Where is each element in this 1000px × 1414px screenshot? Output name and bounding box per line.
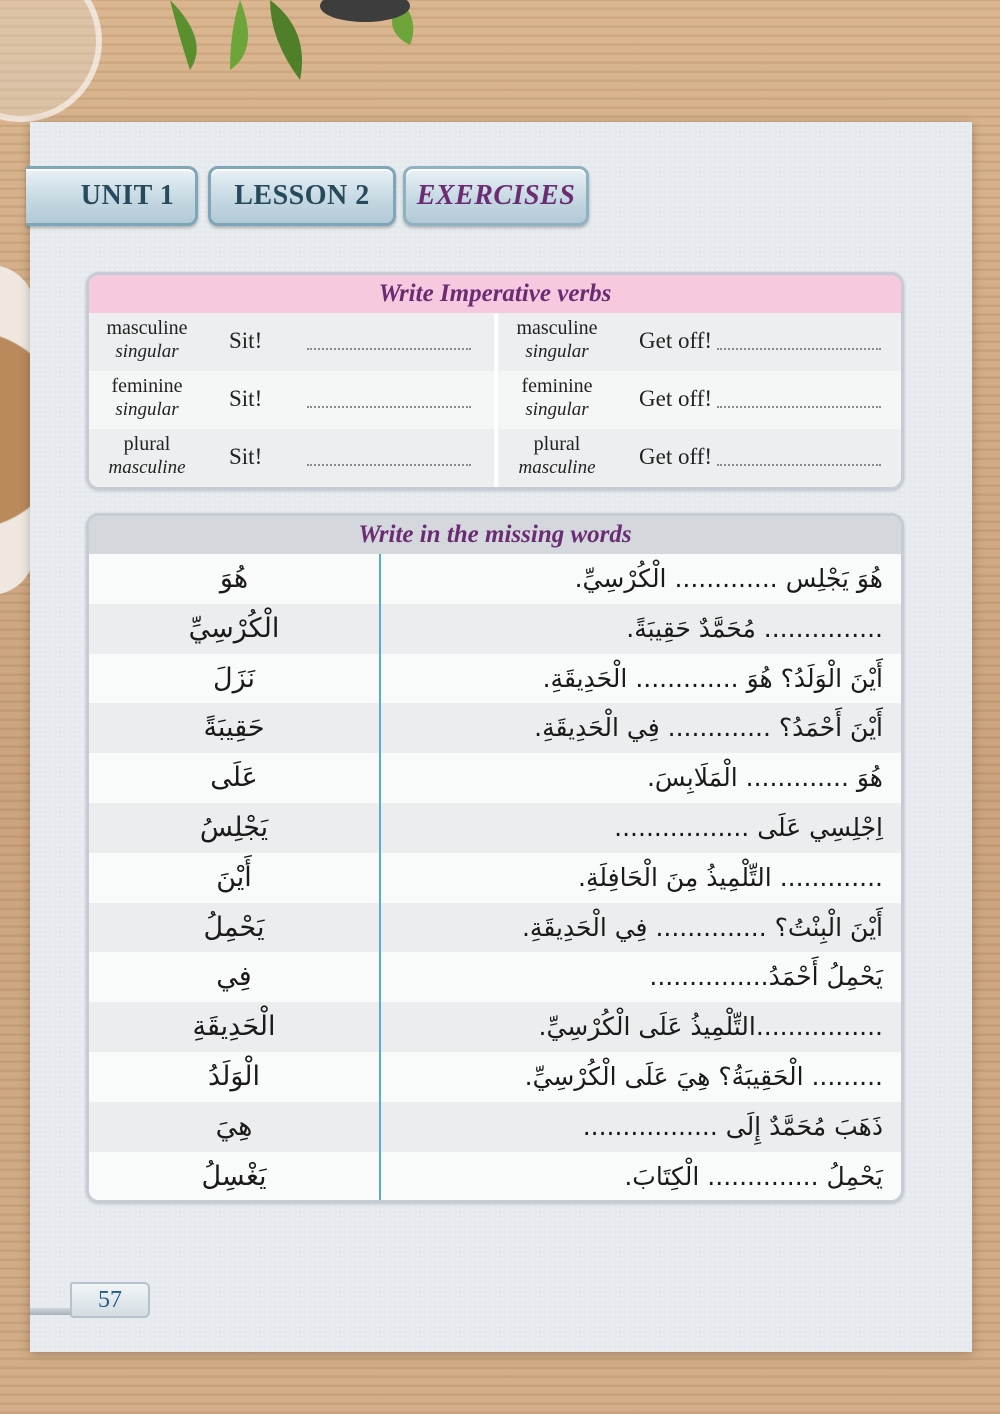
answer-blank[interactable] — [717, 464, 881, 466]
column-divider — [494, 313, 498, 487]
word-bank-item: عَلَى — [210, 762, 258, 794]
page-number: 57 — [70, 1282, 150, 1318]
imperative-row — [499, 429, 904, 487]
fill-in-sentence[interactable]: أَيْنَ أَحْمَدُ؟ ............. فِي الْحَدِيقَةِ. — [534, 713, 883, 743]
answer-blank[interactable] — [717, 348, 881, 350]
fill-in-sentence[interactable]: ................التِّلْمِيذُ عَلَى الْكُرْسِيِّ. — [538, 1012, 883, 1042]
word-bank-item: الْكُرْسِيِّ — [188, 612, 280, 644]
person-label: masculine — [516, 317, 598, 339]
answer-blank[interactable] — [307, 464, 471, 466]
fill-in-sentence[interactable]: ذَهَبَ مُحَمَّدٌ إِلَى ................. — [582, 1111, 883, 1141]
word-bank-item: أَيْنَ — [216, 861, 252, 893]
fill-in-sentence[interactable]: هُوَ يَجْلِس ............. الْكُرْسِيِّ. — [574, 564, 883, 593]
lesson-tab: LESSON 2 — [208, 166, 396, 226]
exercise-row — [89, 703, 901, 753]
verb-prompt: Sit! — [229, 328, 263, 353]
person-label: feminine — [521, 375, 593, 397]
imperative-grid — [89, 313, 901, 487]
word-bank-item: حَقِيبَةً — [203, 712, 265, 744]
word-bank-item: يَغْسِلُ — [201, 1160, 267, 1192]
answer-blank[interactable] — [307, 348, 471, 350]
exercises-tab: EXERCISES — [403, 166, 589, 226]
missing-words-exercise — [86, 513, 904, 1203]
word-bank-item: نَزَلَ — [212, 662, 256, 694]
imperative-title: Write Imperative verbs — [89, 275, 901, 313]
exercise-row — [89, 1152, 901, 1202]
word-bank-item: هُوَ — [219, 563, 249, 594]
verb-prompt: Sit! — [229, 386, 263, 411]
exercise-row — [89, 952, 901, 1002]
exercise-row — [89, 753, 901, 803]
exercise-row — [89, 554, 901, 604]
word-bank-item: الْحَدِيقَةِ — [192, 1011, 276, 1043]
number-label: singular — [115, 399, 179, 420]
exercise-row — [89, 604, 901, 654]
unit-tab: UNIT 1 — [26, 166, 198, 226]
imperative-row — [89, 371, 495, 429]
imperative-row — [499, 371, 904, 429]
imperative-verbs-exercise — [86, 272, 904, 490]
person-label: masculine — [106, 317, 188, 339]
verb-prompt: Sit! — [229, 444, 263, 469]
verb-prompt: Get off! — [639, 328, 713, 353]
fill-in-sentence[interactable]: أَيْنَ الْوَلَدُ؟ هُوَ ............. الْحَدِيقَةِ. — [542, 663, 883, 693]
person-label: plural — [123, 433, 171, 455]
verb-prompt: Get off! — [639, 386, 713, 411]
exercise-row — [89, 903, 901, 953]
fill-in-sentence[interactable]: يَحْمِلُ .............. الْكِتَابَ. — [624, 1161, 883, 1191]
exercise-row — [89, 1052, 901, 1102]
imperative-row — [499, 313, 904, 371]
answer-blank[interactable] — [717, 406, 881, 408]
number-label: singular — [525, 399, 589, 420]
missing-words-list — [89, 554, 901, 1201]
exercise-row — [89, 1002, 901, 1052]
word-bank-item: الْوَلَدُ — [207, 1060, 261, 1092]
fill-in-sentence[interactable]: هُوَ ............. الْمَلَابِسَ. — [646, 763, 883, 793]
number-label: singular — [115, 341, 179, 362]
imperative-row — [89, 313, 495, 371]
exercise-row — [89, 1102, 901, 1152]
fill-in-sentence[interactable]: ............. التِّلْمِيذُ مِنَ الْحَافِلَةِ. — [578, 862, 883, 892]
word-bank-item: فِي — [216, 961, 252, 993]
exercise-row — [89, 654, 901, 704]
verb-prompt: Get off! — [639, 444, 713, 469]
number-label: masculine — [108, 457, 186, 478]
word-bank-item: يَجْلِسُ — [199, 811, 269, 843]
exercise-row — [89, 853, 901, 903]
imperative-row — [89, 429, 495, 487]
person-label: feminine — [111, 375, 183, 397]
word-bank-item: يَحْمِلُ — [203, 911, 265, 943]
answer-blank[interactable] — [307, 406, 471, 408]
glass-decoration — [0, 0, 102, 122]
fill-in-sentence[interactable]: اِجْلِسِي عَلَى ................. — [614, 812, 883, 842]
fill-in-sentence[interactable]: أَيْنَ الْبِنْتُ؟ .............. فِي الْحَدِيقَةِ. — [521, 912, 883, 942]
exercise-row — [89, 803, 901, 853]
column-separator — [379, 554, 381, 1200]
imperative-left-column — [89, 313, 495, 487]
fill-in-sentence[interactable]: ......... الْحَقِيبَةُ؟ هِيَ عَلَى الْكُرْسِيِّ. — [524, 1061, 883, 1091]
person-label: plural — [533, 433, 581, 455]
fill-in-sentence[interactable]: ............... مُحَمَّدٌ حَقِيبَةً. — [626, 613, 883, 643]
number-label: masculine — [518, 457, 596, 478]
imperative-right-column — [499, 313, 904, 487]
missing-words-title: Write in the missing words — [89, 516, 901, 554]
workbook-page — [30, 122, 972, 1352]
number-label: singular — [525, 341, 589, 362]
plant-decoration — [150, 0, 480, 90]
word-bank-item: هِيَ — [215, 1110, 253, 1142]
fill-in-sentence[interactable]: يَحْمِلُ أَحْمَدُ............... — [649, 962, 883, 992]
